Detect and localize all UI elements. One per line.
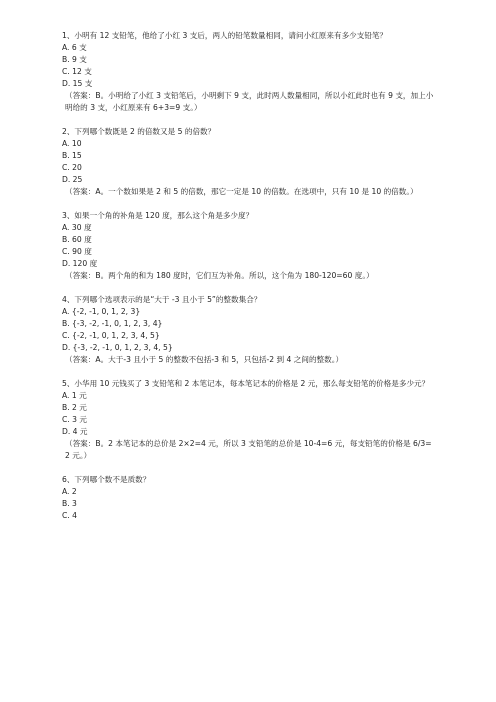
option-a: A. {-2, -1, 0, 1, 2, 3} bbox=[62, 307, 141, 316]
option-c: C. 90 度 bbox=[62, 247, 92, 256]
option-d: D. 4 元 bbox=[62, 427, 88, 436]
question-stem: 6、下列哪个数不是质数？ bbox=[62, 475, 151, 484]
option-c: C. 4 bbox=[62, 511, 77, 520]
option-c: C. 12 支 bbox=[62, 67, 92, 76]
document-page bbox=[62, 30, 434, 534]
question-stem: 2、下列哪个数既是 2 的倍数又是 5 的倍数？ bbox=[62, 127, 216, 136]
option-a: A. 2 bbox=[62, 487, 77, 496]
option-b: B. 2 元 bbox=[62, 403, 87, 412]
option-c: C. 20 bbox=[62, 163, 82, 172]
option-d: D. 25 bbox=[62, 175, 83, 184]
question-3 bbox=[62, 210, 434, 282]
option-a: A. 30 度 bbox=[62, 223, 92, 232]
option-c: C. {-2, -1, 0, 1, 2, 3, 4, 5} bbox=[62, 331, 160, 340]
option-d: D. 120 度 bbox=[62, 259, 98, 268]
option-a: A. 1 元 bbox=[62, 391, 87, 400]
question-stem: 1、小明有 12 支铅笔，他给了小红 3 支后，两人的铅笔数量相同，请问小红原来有多少支铅笔？ bbox=[62, 31, 388, 40]
option-b: B. 9 支 bbox=[62, 55, 87, 64]
option-a: A. 10 bbox=[62, 139, 82, 148]
question-1 bbox=[62, 30, 434, 114]
question-stem: 5、小华用 10 元钱买了 3 支铅笔和 2 本笔记本，每本笔记本的价格是 2 元，那么每支铅笔的价格是多少元？ bbox=[62, 379, 430, 388]
question-2 bbox=[62, 126, 434, 198]
option-c: C. 3 元 bbox=[62, 415, 87, 424]
answer-explanation: （答案：A。大于-3 且小于 5 的整数不包括-3 和 5，只包括-2 到 4 之间的整数。） bbox=[65, 355, 344, 364]
option-b: B. 60 度 bbox=[62, 235, 92, 244]
option-d: D. {-3, -2, -1, 0, 1, 2, 3, 4, 5} bbox=[62, 343, 173, 352]
answer-explanation: （答案：B。2 本笔记本的总价是 2×2=4 元，所以 3 支铅笔的总价是 10-4=6 元，每支铅笔的价格是 6/3=2 元。） bbox=[65, 439, 432, 460]
option-b: B. 3 bbox=[62, 499, 77, 508]
question-4 bbox=[62, 294, 434, 366]
question-5 bbox=[62, 378, 434, 462]
answer-explanation: （答案：A。一个数如果是 2 和 5 的倍数，那它一定是 10 的倍数。在选项中，只有 10 是 10 的倍数。） bbox=[65, 187, 418, 196]
answer-explanation: （答案：B。小明给了小红 3 支铅笔后，小明剩下 9 支，此时两人数量相同，所以小红此时也有 9 支，加上小明给的 3 支，小红原来有 6+3=9 支。） bbox=[65, 91, 434, 112]
answer-explanation: （答案：B。两个角的和为 180 度时，它们互为补角。所以，这个角为 180-120=60 度。） bbox=[65, 271, 374, 280]
option-a: A. 6 支 bbox=[62, 43, 87, 52]
question-stem: 3、如果一个角的补角是 120 度，那么这个角是多少度？ bbox=[62, 211, 254, 220]
option-b: B. {-3, -2, -1, 0, 1, 2, 3, 4} bbox=[62, 319, 163, 328]
question-stem: 4、下列哪个选项表示的是“大于 -3 且小于 5”的整数集合？ bbox=[62, 295, 262, 304]
option-d: D. 15 支 bbox=[62, 79, 93, 88]
option-b: B. 15 bbox=[62, 151, 82, 160]
question-6 bbox=[62, 474, 434, 522]
